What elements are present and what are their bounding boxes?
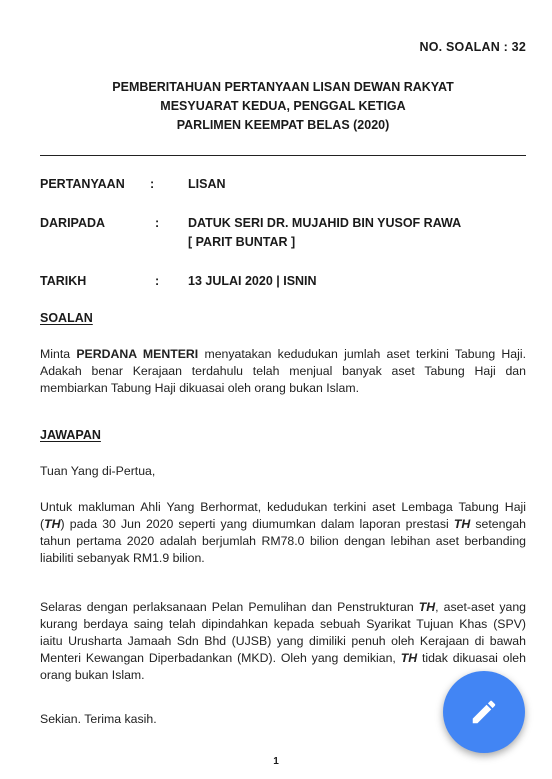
tarikh-label: TARIKH [40, 274, 87, 288]
header-line-2: MESYUARAT KEDUA, PENGGAL KETIGA [160, 99, 406, 113]
jawapan-heading: JAWAPAN [40, 428, 101, 442]
pencil-edit-icon [469, 697, 499, 727]
pertanyaan-colon: : [150, 177, 155, 191]
pertanyaan-label: PERTANYAAN [40, 177, 125, 191]
document-header [40, 78, 526, 135]
daripada-constituency: [ PARIT BUNTAR ] [188, 235, 296, 249]
jawapan-paragraph-2: Selaras dengan perlaksanaan Pelan Pemulihan dan Penstrukturan TH, aset-aset yang kurang berdaya saing telah dipindahkan kepada sebuah Syarikat Tujuan Khas (SPV) iaitu Urusharta Jamaah Sdn Bhd (UJSB) yang dimiliki penuh oleh Kerajaan di bawah Menteri Kewangan Diperbadankan (MKD). Oleh yang demikian, TH tidak dikuasai oleh orang bukan Islam. [40, 600, 526, 682]
jawapan-paragraph-1: Untuk makluman Ahli Yang Berhormat, kedudukan terkini aset Lembaga Tabung Haji (TH) pada 30 Jun 2020 seperti yang diumumkan dalam laporan prestasi TH setengah tahun pertama 2020 adalah berjumlah RM78.0 bilion dengan lebihan aset berbanding liabiliti sebanyak RM1.9 bilion. [40, 500, 527, 565]
salutation: Tuan Yang di-Pertua, [40, 464, 156, 478]
question-number: NO. SOALAN : 32 [419, 40, 526, 54]
daripada-colon: : [155, 216, 160, 230]
header-divider [40, 155, 526, 156]
daripada-name: DATUK SERI DR. MUJAHID BIN YUSOF RAWA [188, 216, 462, 230]
closing-text: Sekian. Terima kasih. [40, 712, 157, 726]
header-line-1: PEMBERITAHUAN PERTANYAAN LISAN DEWAN RAKYAT [112, 80, 454, 94]
page-number: 1 [273, 756, 279, 767]
tarikh-colon: : [155, 274, 160, 288]
soalan-text: Minta PERDANA MENTERI menyatakan kedudukan jumlah aset terkini Tabung Haji. Adakah benar Kerajaan terdahulu telah menjual banyak aset Tabung Haji dan membiarkan Tabung Haji dikuasai oleh orang bukan Islam. [40, 347, 526, 395]
tarikh-value: 13 JULAI 2020 | ISNIN [188, 274, 317, 288]
daripada-label: DARIPADA [40, 216, 106, 230]
daripada-value [188, 214, 461, 252]
soalan-heading: SOALAN [40, 311, 93, 325]
pertanyaan-value: LISAN [188, 177, 226, 191]
header-line-3: PARLIMEN KEEMPAT BELAS (2020) [176, 118, 390, 132]
edit-fab-button[interactable] [443, 671, 525, 753]
perdana-menteri-text: PERDANA MENTERI [76, 347, 199, 361]
